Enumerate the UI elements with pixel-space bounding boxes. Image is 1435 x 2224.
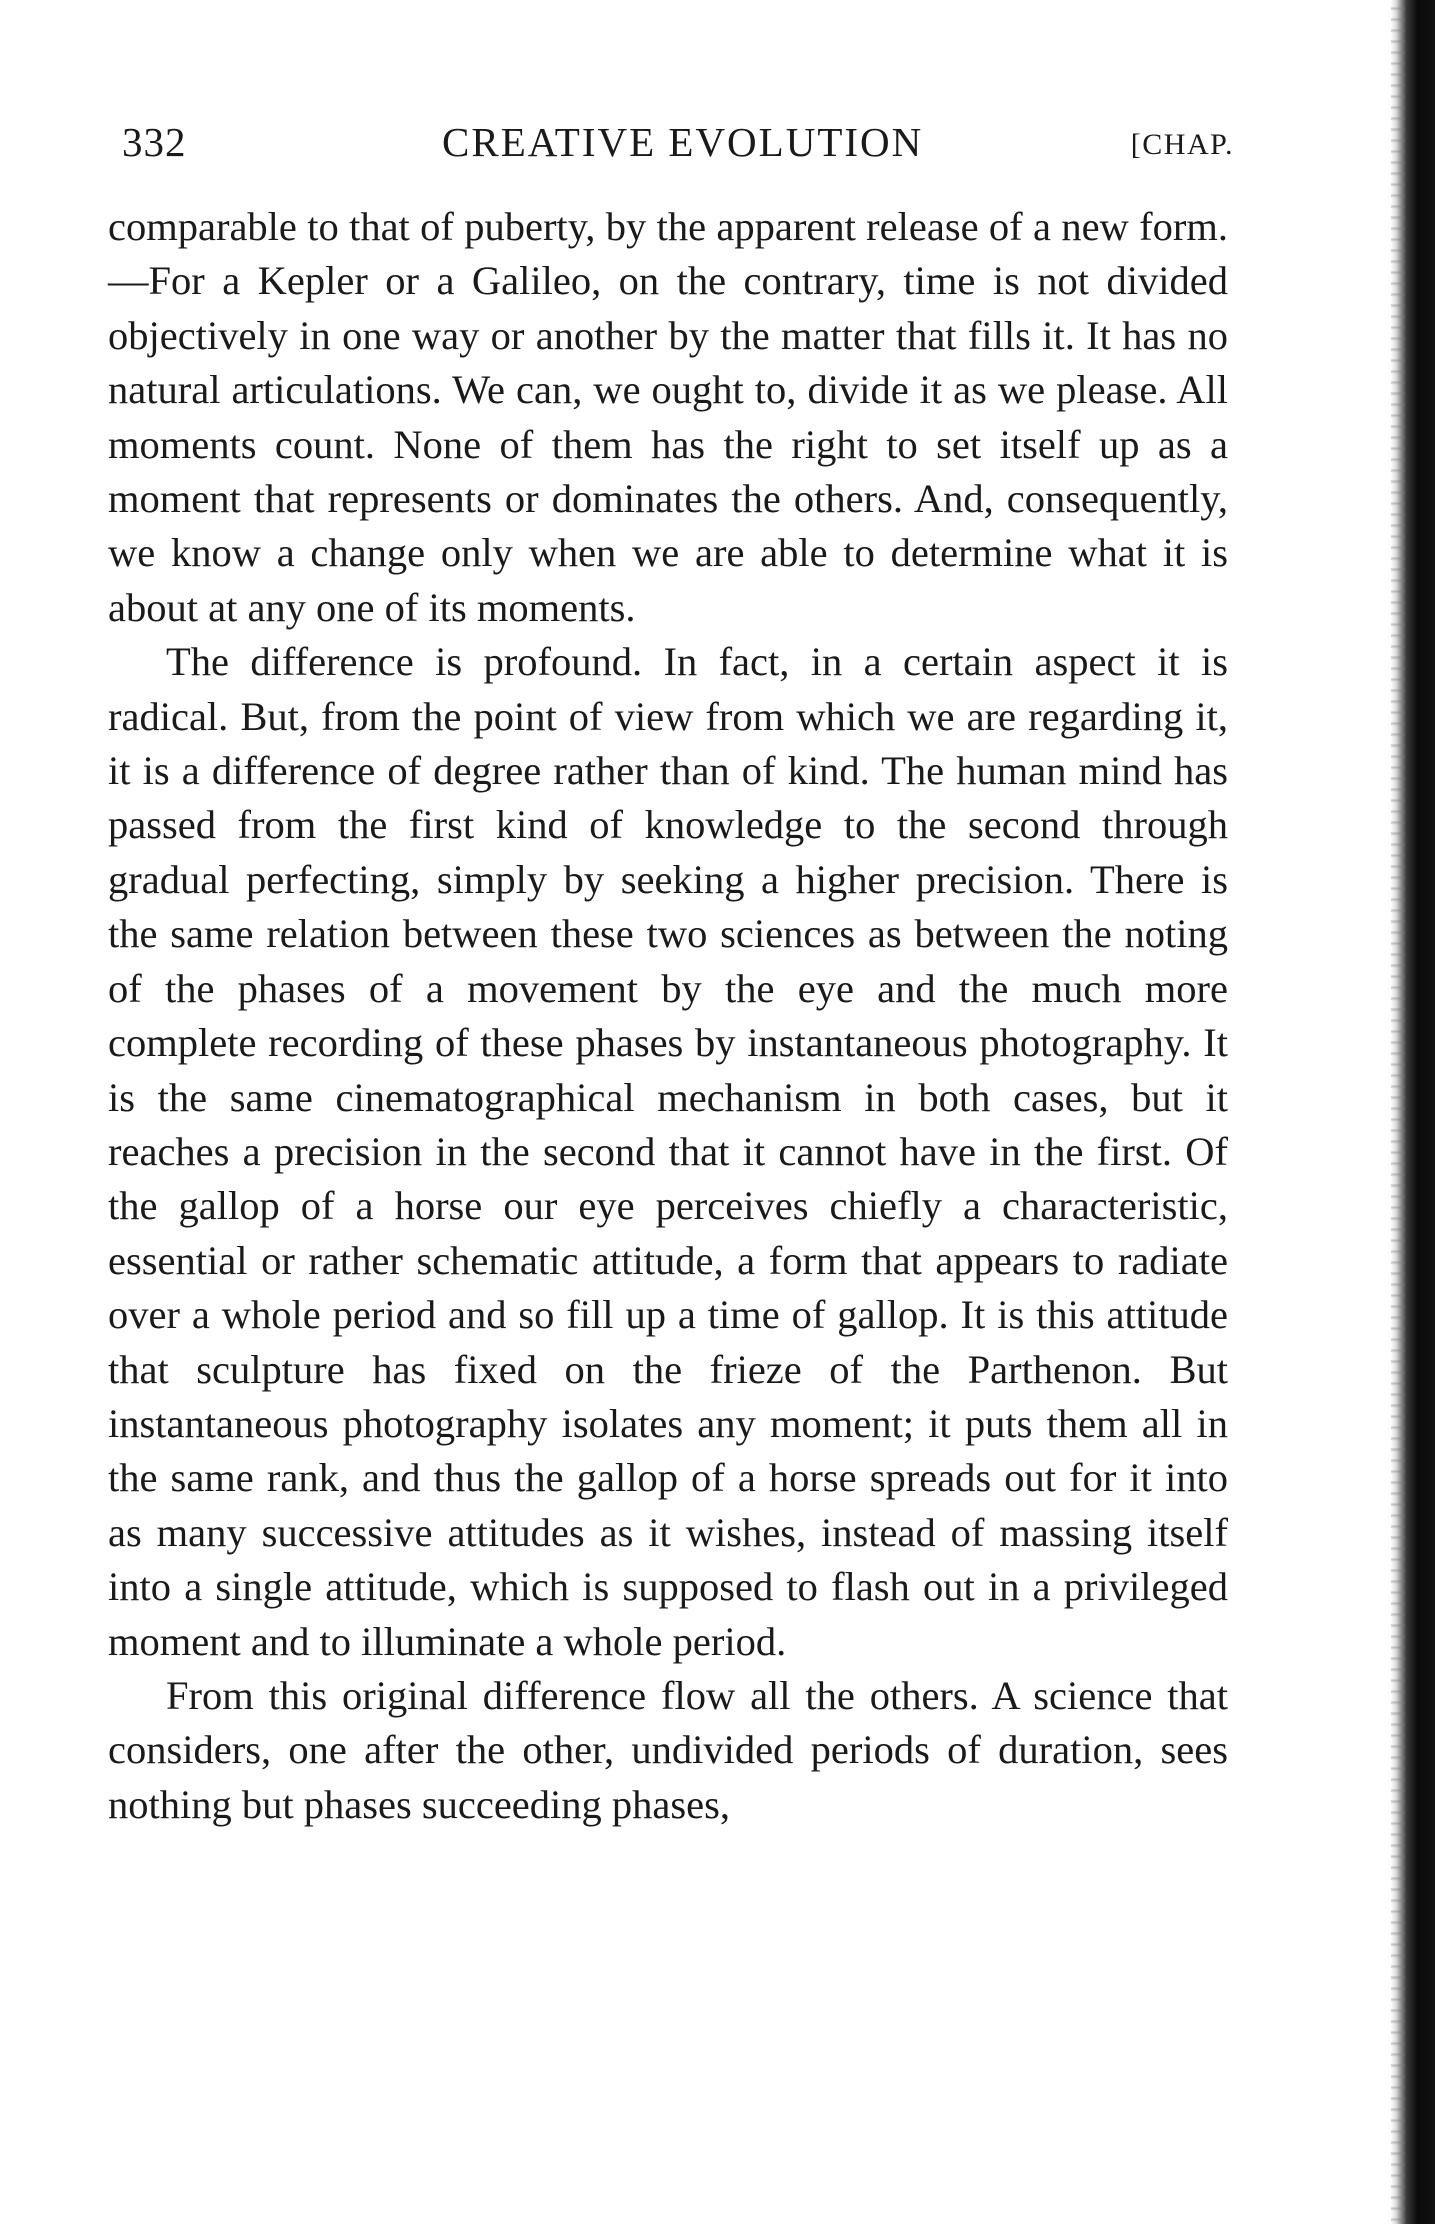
running-title: CREATIVE EVOLUTION bbox=[442, 119, 924, 165]
page-edge-speckle bbox=[1391, 0, 1405, 2224]
running-head bbox=[122, 118, 1234, 174]
page-number: 332 bbox=[122, 119, 187, 165]
paragraph-original-difference: From this original difference flow all the others. A science that considers, one after the other, undivided periods of duration, sees nothing but phases succeeding phases, bbox=[108, 1672, 1228, 1827]
chapter-mark: [CHAP. bbox=[1130, 128, 1234, 161]
body-text bbox=[108, 200, 1228, 1832]
paragraph-continuation: comparable to that of puberty, by the apparent release of a new form.—For a Kepler or a Galileo, on the contrary, time is not divided objectively in one way or another by the matter that fills it. It has no natural articulations. We can, we ought to, divide it as we please. All moments count. None of them has the right to set itself up as a moment that represents or dominates the others. And, consequently, we know a change only when we are able to determine what it is about at any one of its moments. bbox=[108, 204, 1228, 630]
paragraph-difference-profound: The difference is profound. In fact, in a certain aspect it is radical. But, from the point of view from which we are regarding it, it is a difference of degree rather than of kind. The human mind has passed from the first kind of knowledge to the second through gradual perfecting, simply by seeking a higher precision. There is the same relation between these two sciences as between the noting of the phases of a movement by the eye and the much more complete recording of these phases by instantaneous photography. It is the same cinematographical mechanism in both cases, but it reaches a precision in the second that it cannot have in the first. Of the gallop of a horse our eye perceives chiefly a characteristic, essential or rather schematic attitude, a form that appears to radiate over a whole period and so fill up a time of gallop. It is this attitude that sculpture has fixed on the frieze of the Parthenon. But instantaneous photography isolates any moment; it puts them all in the same rank, and thus the gallop of a horse spreads out for it into as many successive attitudes as it wishes, instead of massing itself into a single attitude, which is supposed to flash out in a privileged moment and to illuminate a whole period. bbox=[108, 639, 1228, 1664]
